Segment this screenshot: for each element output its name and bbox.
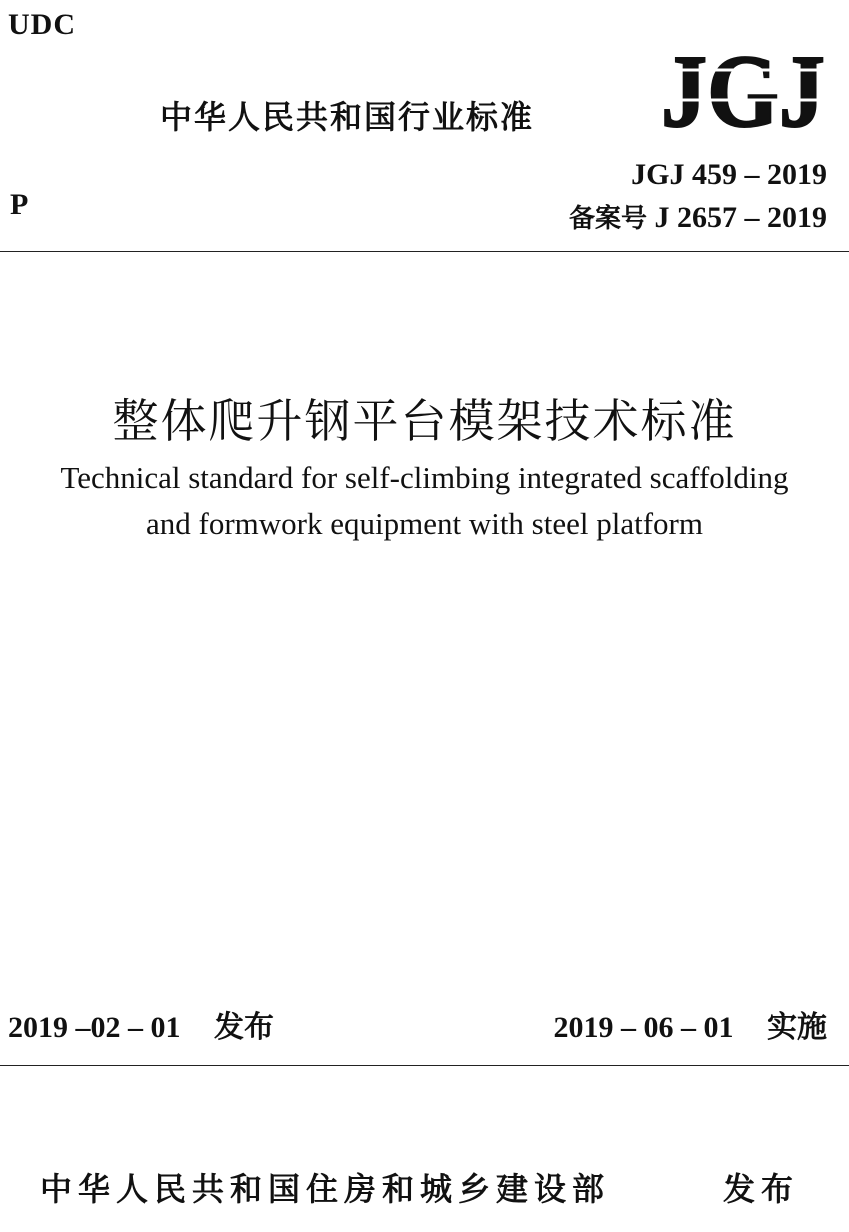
record-number-line	[569, 198, 827, 235]
issue-label: 发布	[214, 1010, 274, 1045]
issue-date-line	[8, 1002, 274, 1046]
standard-title-english-line2: and formwork equipment with steel platform	[145, 506, 703, 541]
jgj-logo	[659, 34, 827, 149]
udc-label: UDC	[8, 8, 76, 41]
effective-label: 实施	[767, 1010, 827, 1045]
record-number: J 2657 – 2019	[654, 201, 827, 234]
bottom-divider	[0, 1065, 849, 1066]
issuing-ministry: 中华人民共和国住房和城乡建设部	[40, 1170, 611, 1208]
standard-title-chinese: 整体爬升钢平台模架技术标准	[112, 394, 737, 448]
jgj-logo-text: JGJ	[661, 34, 825, 149]
effective-date-line	[554, 1002, 828, 1046]
top-divider	[0, 251, 849, 252]
standard-code: JGJ 459 – 2019	[631, 158, 827, 191]
category-label: P	[10, 188, 29, 221]
effective-date: 2019 – 06 – 01	[553, 1011, 734, 1044]
record-label: 备案号	[568, 204, 647, 234]
issuing-action: 发布	[722, 1170, 799, 1208]
industry-standard-title: 中华人民共和国行业标准	[160, 98, 535, 136]
standard-title-english-line1: Technical standard for self-climbing integrated scaffolding	[60, 460, 789, 495]
jgj-logo-graphic	[659, 34, 827, 149]
issue-date: 2019 –02 – 01	[8, 1011, 181, 1044]
